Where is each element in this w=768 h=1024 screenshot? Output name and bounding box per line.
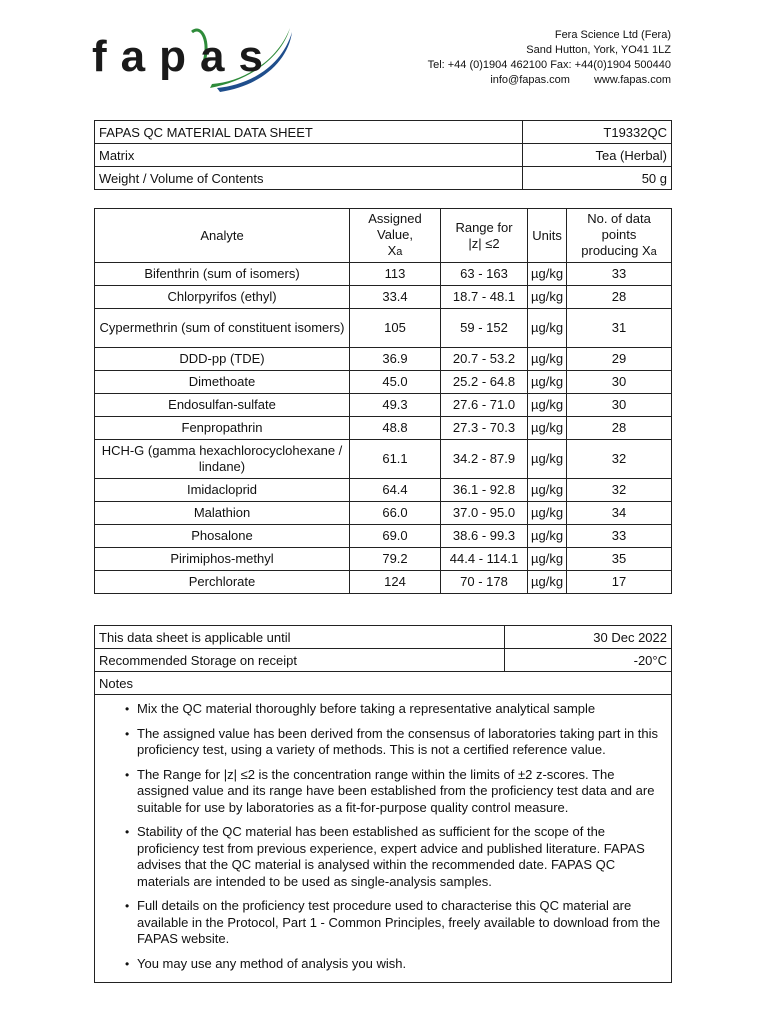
analyte-cell: DDD-pp (TDE) (95, 348, 350, 371)
units-cell: µg/kg (528, 548, 567, 571)
note-item: • The Range for |z| ≤2 is the concentration range within the limits of ±2 z-scores. The assigned value and its range have been established from the proficiency test data and are suitable for use by laboratories as a fit-for-purpose quality control measure. (125, 767, 661, 817)
range-cell: 63 - 163 (441, 263, 528, 286)
table-row (95, 502, 672, 525)
header-data-points: No. of data points producing Xa (567, 209, 672, 263)
matrix-label: Matrix (95, 144, 523, 167)
data-points-cell: 35 (567, 548, 672, 571)
assigned-value-cell: 105 (350, 309, 441, 348)
data-points-cell: 33 (567, 263, 672, 286)
fapas-logo (92, 22, 302, 94)
analyte-cell: Perchlorate (95, 571, 350, 594)
applicable-label: This data sheet is applicable until (95, 626, 505, 649)
analyte-header-row (95, 209, 672, 263)
range-cell: 27.3 - 70.3 (441, 417, 528, 440)
assigned-value-cell: 36.9 (350, 348, 441, 371)
range-cell: 38.6 - 99.3 (441, 525, 528, 548)
units-cell: µg/kg (528, 417, 567, 440)
contact-block (428, 28, 671, 88)
analyte-cell: Imidacloprid (95, 479, 350, 502)
range-cell: 70 - 178 (441, 571, 528, 594)
title-label: FAPAS QC MATERIAL DATA SHEET (95, 121, 523, 144)
units-cell: µg/kg (528, 502, 567, 525)
data-points-cell: 33 (567, 525, 672, 548)
matrix-value: Tea (Herbal) (523, 144, 672, 167)
data-points-cell: 17 (567, 571, 672, 594)
storage-row (95, 649, 672, 672)
weight-row (95, 167, 672, 190)
logo-text: fapas (92, 32, 277, 81)
units-cell: µg/kg (528, 440, 567, 479)
units-cell: µg/kg (528, 479, 567, 502)
data-points-cell: 31 (567, 309, 672, 348)
notes-heading: Notes (95, 672, 672, 695)
table-row (95, 417, 672, 440)
analyte-table (94, 208, 672, 594)
notes-table (94, 625, 672, 983)
assigned-value-cell: 66.0 (350, 502, 441, 525)
assigned-value-cell: 79.2 (350, 548, 441, 571)
notes-list-row (95, 695, 672, 983)
range-cell: 44.4 - 114.1 (441, 548, 528, 571)
address: Sand Hutton, York, YO41 1LZ (526, 44, 671, 56)
data-points-cell: 32 (567, 440, 672, 479)
assigned-value-cell: 113 (350, 263, 441, 286)
org-name: Fera Science Ltd (Fera) (554, 29, 671, 41)
data-points-cell: 34 (567, 502, 672, 525)
table-row (95, 263, 672, 286)
notes-list (95, 695, 671, 982)
range-cell: 20.7 - 53.2 (441, 348, 528, 371)
analyte-cell: Endosulfan-sulfate (95, 394, 350, 417)
analyte-cell: Fenpropathrin (95, 417, 350, 440)
header-units: Units (528, 209, 567, 263)
range-cell: 36.1 - 92.8 (441, 479, 528, 502)
analyte-cell: Phosalone (95, 525, 350, 548)
table-row (95, 548, 672, 571)
table-row (95, 479, 672, 502)
note-item: • Mix the QC material thoroughly before taking a representative analytical sample (125, 701, 661, 718)
range-cell: 18.7 - 48.1 (441, 286, 528, 309)
table-row (95, 440, 672, 479)
table-row (95, 348, 672, 371)
assigned-value-cell: 33.4 (350, 286, 441, 309)
email-link[interactable]: info@fapas.com (490, 74, 570, 86)
table-row (95, 525, 672, 548)
title-value: T19332QC (523, 121, 672, 144)
assigned-value-cell: 45.0 (350, 371, 441, 394)
assigned-value-cell: 69.0 (350, 525, 441, 548)
units-cell: µg/kg (528, 525, 567, 548)
data-points-cell: 29 (567, 348, 672, 371)
range-cell: 34.2 - 87.9 (441, 440, 528, 479)
matrix-row (95, 144, 672, 167)
units-cell: µg/kg (528, 394, 567, 417)
data-points-cell: 28 (567, 417, 672, 440)
analyte-cell: Pirimiphos-methyl (95, 548, 350, 571)
analyte-cell: Cypermethrin (sum of constituent isomers) (95, 309, 350, 348)
notes-heading-row (95, 672, 672, 695)
header-assigned-value: Assigned Value, Xa (350, 209, 441, 263)
weight-label: Weight / Volume of Contents (95, 167, 523, 190)
email-web-line (428, 73, 671, 88)
units-cell: µg/kg (528, 571, 567, 594)
data-points-cell: 30 (567, 394, 672, 417)
assigned-value-cell: 64.4 (350, 479, 441, 502)
weight-value: 50 g (523, 167, 672, 190)
data-points-cell: 30 (567, 371, 672, 394)
range-cell: 59 - 152 (441, 309, 528, 348)
table-row (95, 371, 672, 394)
table-row (95, 309, 672, 348)
applicable-value: 30 Dec 2022 (505, 626, 672, 649)
table-row (95, 286, 672, 309)
assigned-value-cell: 61.1 (350, 440, 441, 479)
table-row (95, 394, 672, 417)
table-row (95, 571, 672, 594)
header-range: Range for |z| ≤2 (441, 209, 528, 263)
range-cell: 27.6 - 71.0 (441, 394, 528, 417)
assigned-value-cell: 124 (350, 571, 441, 594)
analyte-cell: Dimethoate (95, 371, 350, 394)
note-item: • The assigned value has been derived from the consensus of laboratories taking part in this proficiency test, using a variety of methods. This is not a certified reference value. (125, 726, 661, 759)
assigned-value-cell: 48.8 (350, 417, 441, 440)
data-points-cell: 32 (567, 479, 672, 502)
website-link[interactable]: www.fapas.com (593, 74, 671, 86)
data-points-cell: 28 (567, 286, 672, 309)
note-item: • Stability of the QC material has been established as sufficient for the scope of the proficiency test from previous experience, expert advice and published literature. FAPAS advises that the QC material is analysed within the recommended date. FAPAS QC materials are intended to be used as single-analysis samples. (125, 824, 661, 890)
units-cell: µg/kg (528, 286, 567, 309)
units-cell: µg/kg (528, 348, 567, 371)
assigned-value-cell: 49.3 (350, 394, 441, 417)
analyte-cell: Bifenthrin (sum of isomers) (95, 263, 350, 286)
range-cell: 37.0 - 95.0 (441, 502, 528, 525)
applicable-row (95, 626, 672, 649)
analyte-body (95, 263, 672, 594)
storage-label: Recommended Storage on receipt (95, 649, 505, 672)
range-cell: 25.2 - 64.8 (441, 371, 528, 394)
phone-fax: Tel: +44 (0)1904 462100 Fax: +44(0)1904 500440 (427, 59, 671, 71)
analyte-cell: Chlorpyrifos (ethyl) (95, 286, 350, 309)
storage-value: -20°C (505, 649, 672, 672)
units-cell: µg/kg (528, 371, 567, 394)
title-row (95, 121, 672, 144)
analyte-cell: Malathion (95, 502, 350, 525)
note-item: • You may use any method of analysis you wish. (125, 956, 661, 973)
analyte-cell: HCH-G (gamma hexachlorocyclohexane / lindane) (95, 440, 350, 479)
header-analyte: Analyte (95, 209, 350, 263)
units-cell: µg/kg (528, 309, 567, 348)
units-cell: µg/kg (528, 263, 567, 286)
note-item: • Full details on the proficiency test procedure used to characterise this QC material are available in the Protocol, Part 1 - Common Principles, freely available to download from the FAPAS website. (125, 898, 661, 948)
meta-table (94, 120, 672, 190)
